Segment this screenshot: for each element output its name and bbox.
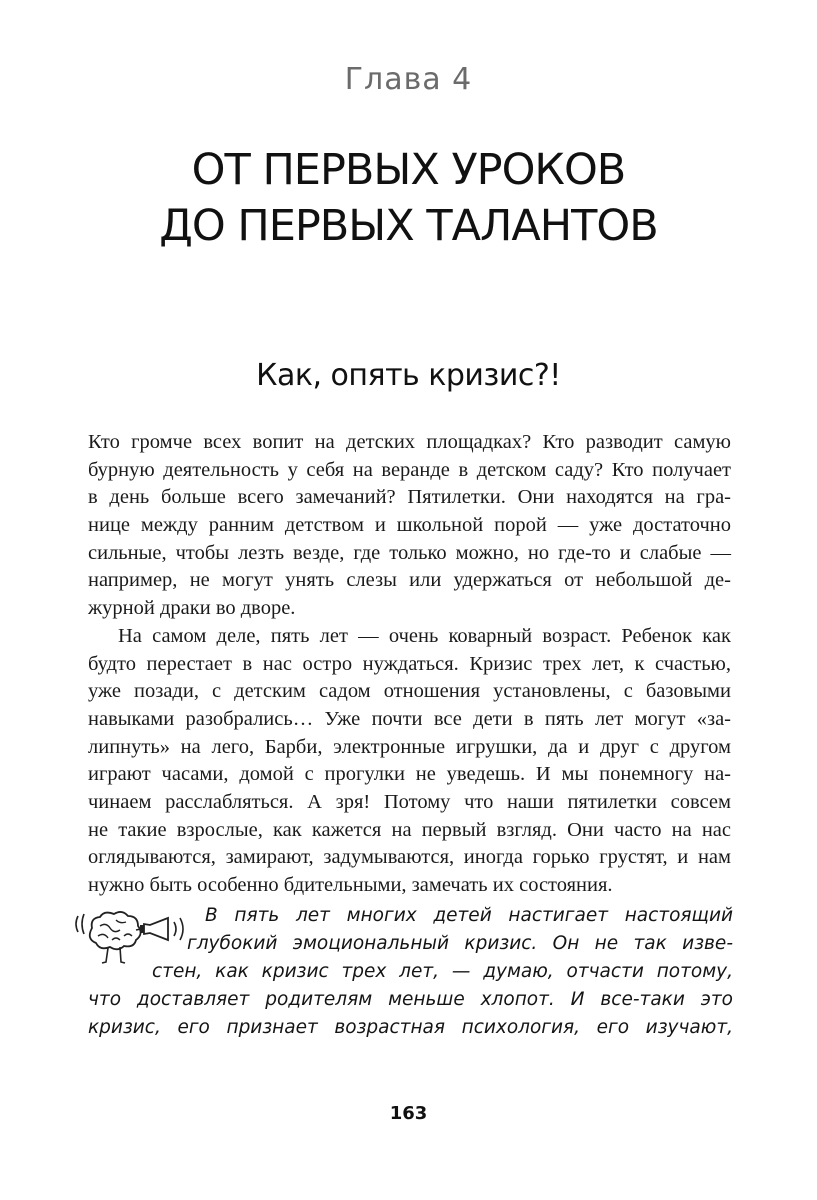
body-line: навыками разобрались… Уже почти все дети в пять лет могут «за- <box>88 707 731 730</box>
note-line: глубокий эмоциональный кризис. Он не так изве- <box>187 933 733 954</box>
body-line: не такие взрослые, как кажется на первый взгляд. Они часто на нас <box>88 818 731 841</box>
chapter-title <box>0 142 817 254</box>
chapter-title-line: ОТ ПЕРВЫХ УРОКОВ <box>191 145 626 195</box>
body-line: будто перестает в нас остро нуждаться. Кризис трех лет, к счастью, <box>88 652 731 675</box>
body-line: На самом деле, пять лет — очень коварный возраст. Ребенок как <box>118 624 731 647</box>
page-number: 163 <box>389 1103 428 1124</box>
body-line: уже позади, с детским садом отношения установлены, с базовыми <box>88 680 731 703</box>
body-line: Кто громче всех вопит на детских площадках? Кто разводит самую <box>88 431 731 453</box>
body-line: в день больше всего замечаний? Пятилетки. Они находятся на гра- <box>88 486 731 509</box>
note-line: кризис, его признает возрастная психология, его изучают, <box>88 1017 733 1038</box>
section-title: Как, опять кризис?! <box>256 358 561 393</box>
body-line: бурную деятельность у себя на веранде в детском саду? Кто получает <box>88 458 731 481</box>
body-line: играют часами, домой с прогулки не уведешь. И мы понемногу на- <box>88 763 731 786</box>
body-line: чинаем расслабляться. А зря! Потому что наши пятилетки совсем <box>88 790 731 813</box>
body-text <box>88 429 731 900</box>
note-line: стен, как кризис трех лет, — думаю, отчасти потому, <box>152 961 733 982</box>
body-line: оглядываются, замирают, задумываются, иногда горько грустят, и нам <box>88 846 731 869</box>
chapter-label: Глава 4 <box>344 62 473 97</box>
body-line: липнуть» на лего, Барби, электронные игрушки, да и друг с другом <box>88 735 731 758</box>
note-text <box>72 902 733 1042</box>
body-line: журной драки во дворе. <box>88 597 296 620</box>
body-line: сильные, чтобы лезть везде, где только можно, но где-то и слабые — <box>88 541 731 564</box>
note-line: В пять лет многих детей настигает настоящий <box>205 905 733 926</box>
body-line: нице между ранним детством и школьной порой — уже достаточно <box>88 514 731 537</box>
chapter-title-line: ДО ПЕРВЫХ ТАЛАНТОВ <box>159 201 658 251</box>
body-line: например, не могут унять слезы или удержаться от небольшой де- <box>88 569 731 592</box>
note-line: что доставляет родителям меньше хлопот. И все-таки это <box>88 989 733 1010</box>
body-line: нужно быть особенно бдительными, замечать их состояния. <box>88 874 613 896</box>
